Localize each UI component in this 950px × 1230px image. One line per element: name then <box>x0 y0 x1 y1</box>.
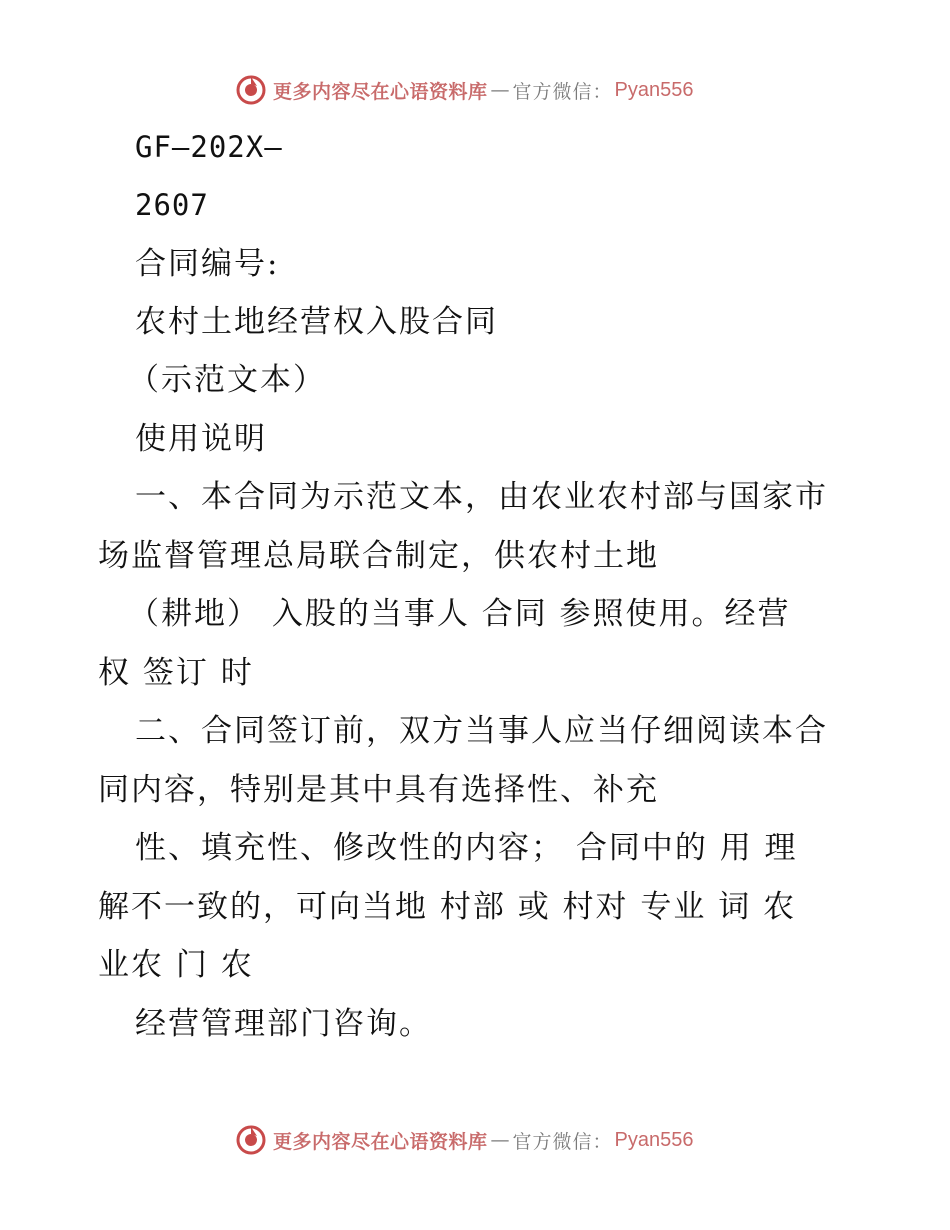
watermark-label: 官方微信： <box>512 1130 613 1153</box>
paragraph-line: 业农 门 农 <box>98 947 254 983</box>
watermark-text: 更多内容尽在心语资料库 <box>273 1130 488 1153</box>
watermark-separator: — <box>490 79 510 101</box>
header-watermark <box>235 72 694 108</box>
paragraph-line: 二、合同签订前，双方当事人应当仔细阅读本合 <box>135 713 828 749</box>
watermark-separator: — <box>490 1129 510 1151</box>
paragraph-line: 解不一致的，可向当地 村部 或 村对 专业 词 农 <box>98 889 797 925</box>
watermark-id: Pyan556 <box>614 1128 694 1151</box>
document-subtitle: （示范文本） <box>128 362 326 398</box>
watermark-logo-icon <box>235 1124 267 1156</box>
watermark-text: 更多内容尽在心语资料库 <box>273 80 488 103</box>
watermark-id: Pyan556 <box>614 78 694 101</box>
watermark-label: 官方微信： <box>512 80 613 103</box>
doc-number-line: 2607 <box>135 188 209 222</box>
paragraph-line: 经营管理部门咨询。 <box>135 1006 432 1042</box>
doc-code-line: GF—202X— <box>135 130 283 164</box>
paragraph-line: 一、本合同为示范文本，由农业农村部与国家市 <box>135 479 828 515</box>
paragraph-line: （耕地） 入股的当事人 合同 参照使用。经营 <box>128 596 791 632</box>
paragraph-line: 性、填充性、修改性的内容； 合同中的 用 理 <box>135 830 798 866</box>
paragraph-line: 同内容，特别是其中具有选择性、补充 <box>98 772 659 808</box>
paragraph-line: 场监督管理总局联合制定，供农村土地 <box>98 538 659 574</box>
watermark-logo-icon <box>235 74 267 106</box>
section-heading: 使用说明 <box>135 421 267 457</box>
document-title: 农村土地经营权入股合同 <box>135 304 498 340</box>
contract-number-label: 合同编号: <box>135 246 280 282</box>
paragraph-line: 权 签订 时 <box>98 655 254 691</box>
footer-watermark <box>235 1122 694 1158</box>
